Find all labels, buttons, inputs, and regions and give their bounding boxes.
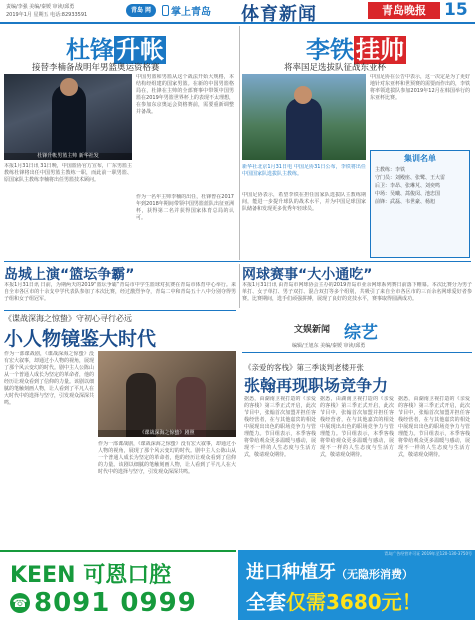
body-dufeng-col1: 本报1月31日讯 31日晚，中国篮协官方宣布，广东男篮主教练杜锋将出任中国男篮主教练一职，而此前一职男篮、原国家队主教练李楠将出任男篮技术顾问。 — [4, 163, 132, 183]
headline-drama-small: 《谍战深海之惊蛰》守初心寻行必远 — [4, 314, 132, 323]
app-badge — [162, 4, 211, 17]
subhead-dufeng: 接替李楠备战明年男篮奥运资格赛 — [32, 63, 160, 73]
phone-icon — [162, 5, 169, 16]
article-variety — [242, 360, 472, 548]
culture-underline — [242, 352, 472, 353]
photo-figure-head — [60, 78, 78, 96]
divider-vertical-top — [239, 26, 240, 260]
headline-tennis: 网球赛事“大小通吃” — [242, 267, 373, 283]
body-litie-col1: 中国足协在公告中表示，这一决定是为了更好地针对东亚杯和世预赛的需要而作出的，李铁将率领选拔队参加2019年12月在韩国举行的东亚杯比赛。 — [370, 74, 470, 101]
squad-list-item: 主教练：李铁 — [375, 167, 406, 173]
article-drama — [4, 313, 236, 548]
photo-figure — [126, 373, 156, 437]
page-number: 15 — [444, 0, 468, 20]
squad-list-title: 集训名单 — [404, 154, 436, 163]
ad-implant-price: 仅需3680元！ — [286, 590, 422, 614]
ad-keen-phone: 8091 0999 — [34, 588, 197, 618]
squad-list — [371, 164, 469, 208]
telephone-icon: ☎ — [10, 593, 30, 613]
article-basketball — [4, 264, 236, 308]
squad-list-box — [370, 150, 470, 258]
masthead-meta-2: 2019年1月 星期五 电话:82933591 — [6, 12, 88, 18]
article-tennis — [242, 264, 472, 314]
photo-drama — [98, 351, 236, 437]
divider-horizontal-2 — [4, 310, 236, 311]
ad-implant-title: 进口种植牙 — [246, 562, 336, 583]
squad-list-item: 中场：吴曦、蒿俊闵、池忠国 — [375, 191, 441, 197]
ad-keen-brand — [10, 558, 171, 589]
article-dufeng — [4, 26, 236, 260]
headline-variety-small: 《亲爱的客栈》第三季谈判老楼开张 — [244, 363, 364, 372]
divider-vertical-mid — [239, 264, 240, 308]
ad-implant — [238, 550, 475, 620]
body-variety-col2: 据悉，由湖南卫视打造的《亲爱的客栈》第三季正式开启，此次节目中，张翰首次加盟并担任客栈经营者，在与其他嘉宾的相处中展现出出色的职场竞争力与管理能力。节目组表示，本季客栈将带给观众更多温暖与感动，展现不一样的人生态度与生活方式，敬请观众期待。 — [320, 396, 394, 458]
app-label: 掌上青岛 — [171, 7, 211, 18]
ad-implant-note: 青岛广告经营许可证 2019年至120-130-3750号 — [384, 551, 472, 556]
paper-name-text: 青岛晚报 — [382, 4, 426, 17]
headline-variety: 张翰再现职场竞争力 — [244, 376, 389, 395]
photo-caption-litie: 新华社北京1月31日电 中国足协31日公布，李铁将出任中国国家队选拔队主教练。 — [242, 164, 366, 177]
photo-figure — [286, 98, 322, 160]
ad-implant-subtitle: （无隐形消费） — [336, 568, 413, 581]
culture-title: 综艺 — [344, 323, 378, 343]
body-dufeng-col3: 作为一名年主帅李楠的出任，杜锋曾在2017年到2018年期间带领中国男篮蓝队出征亚洲杯，获得第二名并获得国家体育总局的认可。 — [136, 194, 234, 221]
masthead-meta-1: 责编/李强 美编/秦媛 审读/邱勇 — [6, 4, 75, 10]
ad-implant-price-label: 全套 — [246, 590, 286, 614]
body-variety-col3: 据悉，由湖南卫视打造的《亲爱的客栈》第三季正式开启，此次节目中，张翰首次加盟并担任客栈经营者，在与其他嘉宾的相处中展现出出色的职场竞争力与管理能力。节目组表示，本季客栈将带给观众更多温暖与感动，展现不一样的人生态度与生活方式，敬请观众期待。 — [398, 396, 470, 458]
body-basketball: 本报1月31日讯 日前，为期两天的2019“篮坛争霸”青岛市中学生篮球对抗赛在青岛市体育中心举行。来自全市各区市的十余支中学代表队参加了本次比赛，经过激烈争夺，青岛二中和青岛五十八中分别夺得男子组和女子组冠军。 — [4, 282, 236, 302]
headline-drama: 小人物镜鉴大时代 — [4, 328, 157, 350]
site-logo-text: 青岛 网 — [130, 7, 152, 14]
subhead-litie: 将率国足选拔队征战东亚杯 — [284, 63, 387, 73]
section-title: 体育新闻 — [241, 4, 317, 25]
headline-litie — [306, 30, 406, 65]
headline-dufeng-a: 杜锋 — [66, 36, 114, 64]
headline-litie-a: 李铁 — [306, 36, 354, 64]
photo-litie — [242, 74, 366, 160]
culture-editors: 编辑/王旭东 美编/秦媛 审读/邱勇 — [292, 343, 366, 349]
squad-list-item: 前锋：武磊、韦世豪、杨旭 — [375, 199, 436, 205]
headline-litie-b: 挂帅 — [356, 36, 404, 64]
ad-keen-brand-a: KEEN — [10, 563, 76, 588]
paper-name — [368, 2, 440, 19]
culture-label: 文娱新闻 — [294, 325, 331, 335]
ad-implant-line1 — [246, 558, 413, 584]
squad-list-item: 守门员：刘殿座、张鹭、王大雷 — [375, 175, 446, 181]
body-drama-col1: 作为一部谍战剧，《谍战深海之惊蛰》没有宏大叙事，却通过小人物的视角，展现了那个风云变幻的时代。剧中主人公陈山从一个普通人成长为坚定的革命者，他的经历让观众看到了信仰的力量。该剧以细腻的笔触刻画人物，让人看到了平凡人在大时代中的选择与坚守，引发观众深深共鸣。 — [4, 351, 94, 406]
headline-dufeng — [66, 30, 166, 65]
article-litie — [242, 26, 472, 260]
body-tennis: 本报1月31日讯 由青岛市网球协会主办的2019青岛市业余网球系列赛日前落下帷幕。本次比赛分为男子单打、女子单打、男子双打、混合双打等多个组别，共吸引了来自全市各区市的三百余名网球爱好者参赛。比赛期间，选手们顽强拼搏，展现了良好的竞技水平，赛事取得圆满成功。 — [242, 282, 472, 302]
photo-caption-drama: 《谍战深海之惊蛰》剧照 — [98, 430, 236, 437]
site-logo — [126, 4, 156, 17]
ad-keen-brand-b: 可恩口腔 — [83, 563, 172, 588]
body-litie-col2: 中国足协表示，希望李铁在担任国家队选拔队主教练期间，能进一步提升球队的战术水平，并为中国足球国家队储备和发现更多优秀年轻球员。 — [242, 192, 366, 212]
divider-horizontal-1 — [4, 261, 471, 262]
headline-dufeng-b: 升帐 — [116, 36, 164, 64]
photo-dufeng — [4, 74, 132, 160]
culture-banner — [242, 318, 472, 358]
photo-caption-dufeng: 杜锋升帐男篮主帅 新华社发 — [4, 153, 132, 160]
body-variety-col1: 据悉，由湖南卫视打造的《亲爱的客栈》第三季正式开启，此次节目中，张翰首次加盟并担任客栈经营者，在与其他嘉宾的相处中展现出出色的职场竞争力与管理能力。节目组表示，本季客栈将带给观众更多温暖与感动，展现不一样的人生态度与生活方式，敬请观众期待。 — [244, 396, 316, 458]
body-dufeng-col2: 中国男篮和男篮从这个战法开始大规格，本结构经组建的国家男篮。在新的中国男篮格局在，杜锋在主帅的全部赛事中带领中国男篮在2019年男篮世界杯上的表现不太理想，在参加东京奥运会资格赛前，需要重新调整并备战。 — [136, 74, 234, 115]
photo-figure — [176, 377, 206, 437]
squad-list-item: 后卫：李昂、张琳芃、刘奕鸣 — [375, 183, 441, 189]
body-drama-col2: 作为一部谍战剧，《谍战深海之惊蛰》没有宏大叙事，却通过小人物的视角，展现了那个风云变幻的时代。剧中主人公陈山从一个普通人成长为坚定的革命者，他的经历让观众看到了信仰的力量。该剧以细腻的笔触刻画人物，让人看到了平凡人在大时代中的选择与坚守，引发观众深深共鸣。 — [98, 441, 236, 475]
ad-implant-line2 — [246, 586, 422, 615]
masthead — [0, 0, 475, 24]
ad-keen-phone-row — [10, 588, 197, 618]
ad-keen — [0, 550, 236, 622]
photo-figure-head — [294, 86, 312, 104]
headline-basketball: 岛城上演“篮坛争霸” — [4, 267, 135, 283]
